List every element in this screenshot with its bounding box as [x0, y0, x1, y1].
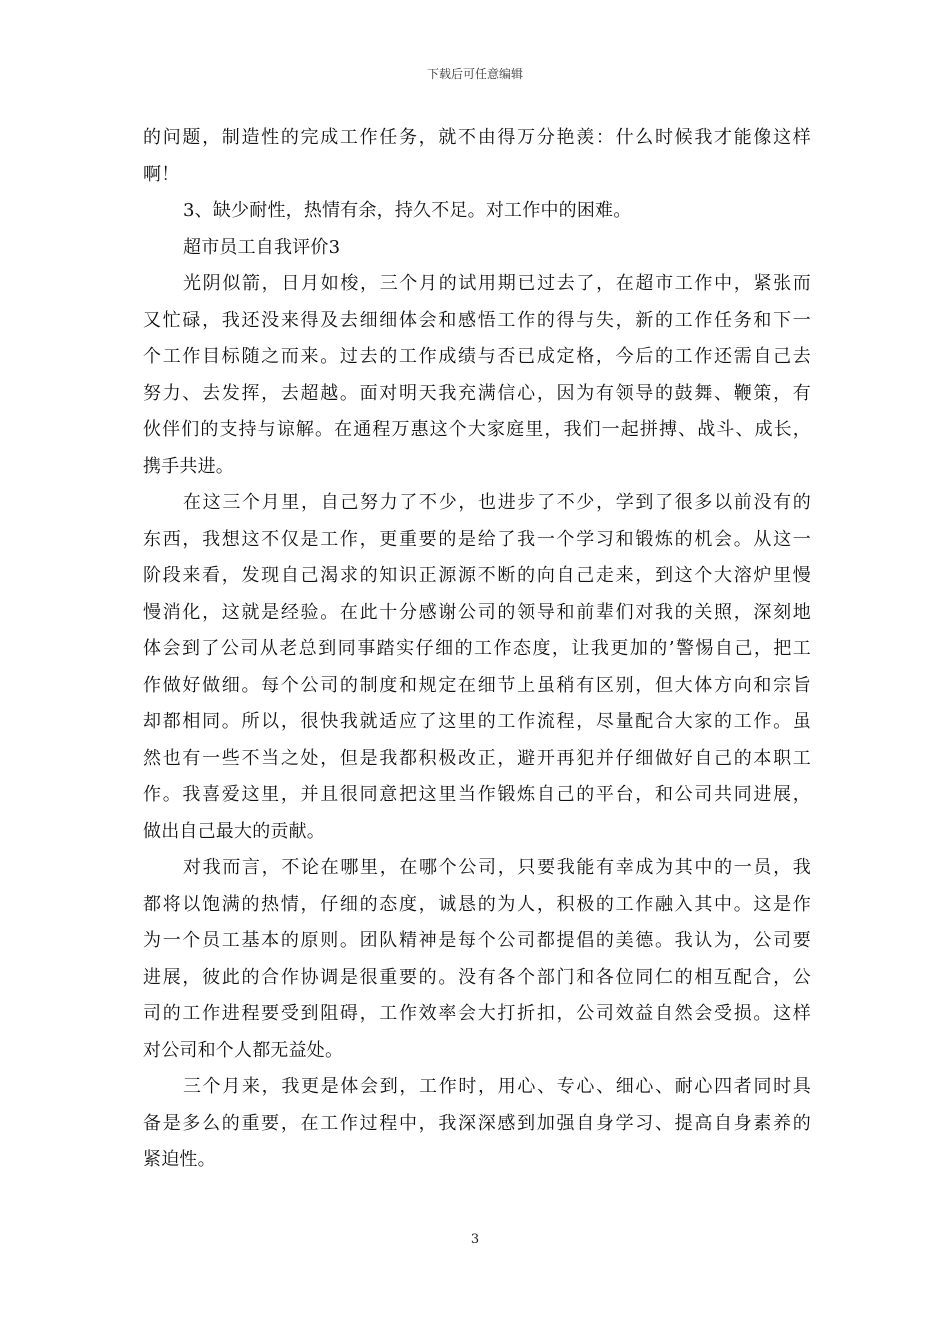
paragraph-line: 三个月来，我更是体会到，工作时，用心、专心、细心、耐心四者同时具 [183, 1076, 811, 1097]
paragraph-line: 啊！ [143, 163, 180, 185]
paragraph-line: 对我而言，不论在哪里，在哪个公司，只要我能有幸成为其中的一员，我 [183, 857, 811, 878]
paragraph [143, 485, 811, 850]
paragraph-line: 进展，彼此的合作协调是很重要的。没有各个部门和各位同仁的相互配合，公 [143, 966, 811, 988]
paragraph-line: 的问题，制造性的完成工作任务，就不由得万分艳羡：什么时候我才能像这样 [143, 127, 811, 148]
paragraph-line: 超市员工自我评价3 [183, 236, 341, 258]
paragraph [143, 193, 811, 230]
paragraph-line: 体会到了公司从老总到同事踏实仔细的工作态度，让我更加的’警惕自己，把工 [143, 638, 811, 659]
header-text: 下载后可任意编辑 [426, 67, 523, 81]
paragraph-line: 3、缺少耐性，热情有余，持久不足。对工作中的困难。 [183, 200, 632, 221]
paragraph-line: 对公司和个人都无益处。 [143, 1039, 344, 1061]
document-body [143, 120, 811, 1179]
page-number [0, 1232, 950, 1248]
paragraph-line: 阶段来看，发现自己渴求的知识正源源不断的向自己走来，到这个大溶炉里慢 [143, 565, 811, 586]
paragraph [143, 1069, 811, 1179]
paragraph-line: 在这三个月里，自己努力了不少，也进步了不少，学到了很多以前没有的 [183, 492, 811, 513]
paragraph-line: 却都相同。所以，很快我就适应了这里的工作流程，尽量配合大家的工作。虽 [143, 711, 811, 732]
paragraph-line: 做出自己最大的贡献。 [143, 820, 325, 842]
paragraph-line: 又忙碌，我还没来得及去细细体会和感悟工作的得与失，新的工作任务和下一 [143, 309, 811, 331]
paragraph-line: 备是多么的重要，在工作过程中，我深深感到加强自身学习、提高自身素养的 [143, 1112, 811, 1134]
paragraph-line: 作做好做细。每个公司的制度和规定在细节上虽稍有区别，但大体方向和宗旨 [143, 674, 811, 696]
paragraph-line: 为一个员工基本的原则。团队精神是每个公司都提倡的美德。我认为，公司要 [143, 930, 811, 951]
paragraph-line: 光阴似箭，日月如梭，三个月的试用期已过去了，在超市工作中，紧张而 [183, 273, 811, 294]
paragraph [143, 230, 811, 267]
paragraph-line: 伙伴们的支持与谅解。在通程万惠这个大家庭里，我们一起拼搏、战斗、成长， [143, 419, 811, 440]
paragraph [143, 850, 811, 1069]
paragraph-line: 作。我喜爱这里，并且很同意把这里当作锻炼自己的平台，和公司共同进展， [143, 784, 811, 805]
paragraph-line: 携手共进。 [143, 455, 234, 477]
page-number-text: 3 [470, 1232, 480, 1247]
page-header [0, 66, 950, 82]
paragraph [143, 120, 811, 193]
paragraph-line: 司的工作进程要受到阻碍，工作效率会大打折扣，公司效益自然会受损。这样 [143, 1003, 811, 1024]
paragraph-line: 都将以饱满的热情，仔细的态度，诚恳的为人，积极的工作融入其中。这是作 [143, 893, 811, 915]
paragraph-line: 紧迫性。 [143, 1149, 216, 1170]
paragraph-line: 个工作目标随之而来。过去的工作成绩与否已成定格，今后的工作还需自己去 [143, 346, 811, 367]
paragraph [143, 266, 811, 485]
paragraph-line: 东西，我想这不仅是工作，更重要的是给了我一个学习和锻炼的机会。从这一 [143, 528, 811, 550]
paragraph-line: 努力、去发挥，去超越。面对明天我充满信心，因为有领导的鼓舞、鞭策，有 [143, 382, 811, 404]
paragraph-line: 慢消化，这就是经验。在此十分感谢公司的领导和前辈们对我的关照，深刻地 [143, 601, 811, 623]
paragraph-line: 然也有一些不当之处，但是我都积极改正，避开再犯并仔细做好自己的本职工 [143, 747, 811, 769]
